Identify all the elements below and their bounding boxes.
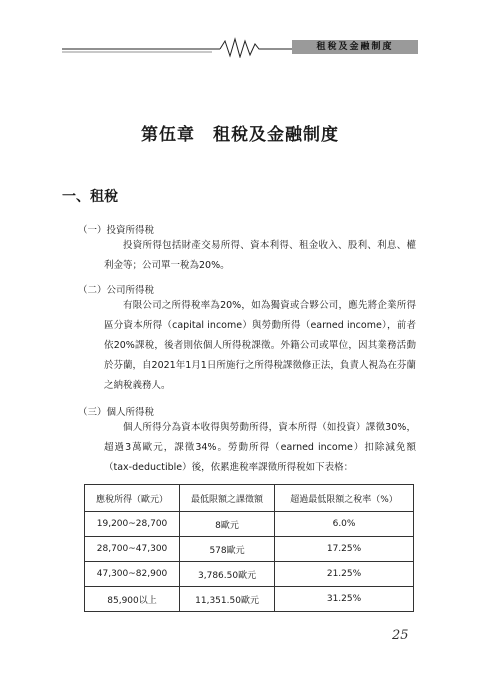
section-title: 一、租稅	[62, 189, 118, 205]
running-header	[62, 36, 418, 58]
table-cell: 6.0%	[275, 512, 414, 537]
table-cell: 11,351.50歐元	[180, 587, 275, 612]
table-row	[85, 512, 414, 537]
subsection-heading-1: （一）投資所得稅	[78, 225, 155, 236]
table-cell: 19,200~28,700	[85, 512, 180, 537]
table-cell: 31.25%	[275, 587, 414, 612]
table-cell: 21.25%	[275, 562, 414, 587]
table-cell: 578歐元	[180, 537, 275, 562]
column-header: 超過最低限額之稅率（%）	[275, 485, 414, 512]
table-header-row	[85, 485, 414, 512]
subsection-paragraph-1: 投資所得包括財產交易所得、資本利得、租金收入、股利、利息、權利金等；公司單一稅為20%。	[104, 240, 416, 271]
subsection-paragraph-2: 有限公司之所得稅率為20%，如為獨資或合夥公司，應先將企業所得區分資本所得（capital income）與勞動所得（earned income），前者依20%課稅，後者則依個人所得稅課徵。外籍公司或單位，因其業務活動於芬蘭，自2021年1月1日所施行之所得稅課徵修正法，負責人視為在芬蘭之納稅義務人。	[104, 300, 416, 391]
table-cell: 28,700~47,300	[85, 537, 180, 562]
page-number: 25	[392, 628, 409, 643]
column-header: 應稅所得（歐元）	[85, 485, 180, 512]
subsection-paragraph-3: 個人所得分為資本收得與勞動所得，資本所得（如投資）課徵30%，超過3萬歐元，課徵34%。勞動所得（earned income）扣除減免額（tax-deductible）後，依累進稅率課徵所得稅如下表格：	[104, 422, 416, 473]
table-cell: 17.25%	[275, 537, 414, 562]
table-row	[85, 537, 414, 562]
running-title: 租稅及金融制度	[292, 40, 418, 54]
subsection-heading-2: （二）公司所得稅	[78, 285, 155, 296]
table-cell: 3,786.50歐元	[180, 562, 275, 587]
chapter-title: 第伍章 租稅及金融制度	[141, 125, 339, 145]
waveform-decoration-icon	[62, 36, 302, 58]
table-cell: 8歐元	[180, 512, 275, 537]
column-header: 最低限額之課徵額	[180, 485, 275, 512]
tax-rate-table	[84, 484, 414, 612]
subsection-heading-3: （三）個人所得稅	[78, 407, 155, 418]
table-row	[85, 587, 414, 612]
table-cell: 47,300~82,900	[85, 562, 180, 587]
table-cell: 85,900以上	[85, 587, 180, 612]
table-row	[85, 562, 414, 587]
